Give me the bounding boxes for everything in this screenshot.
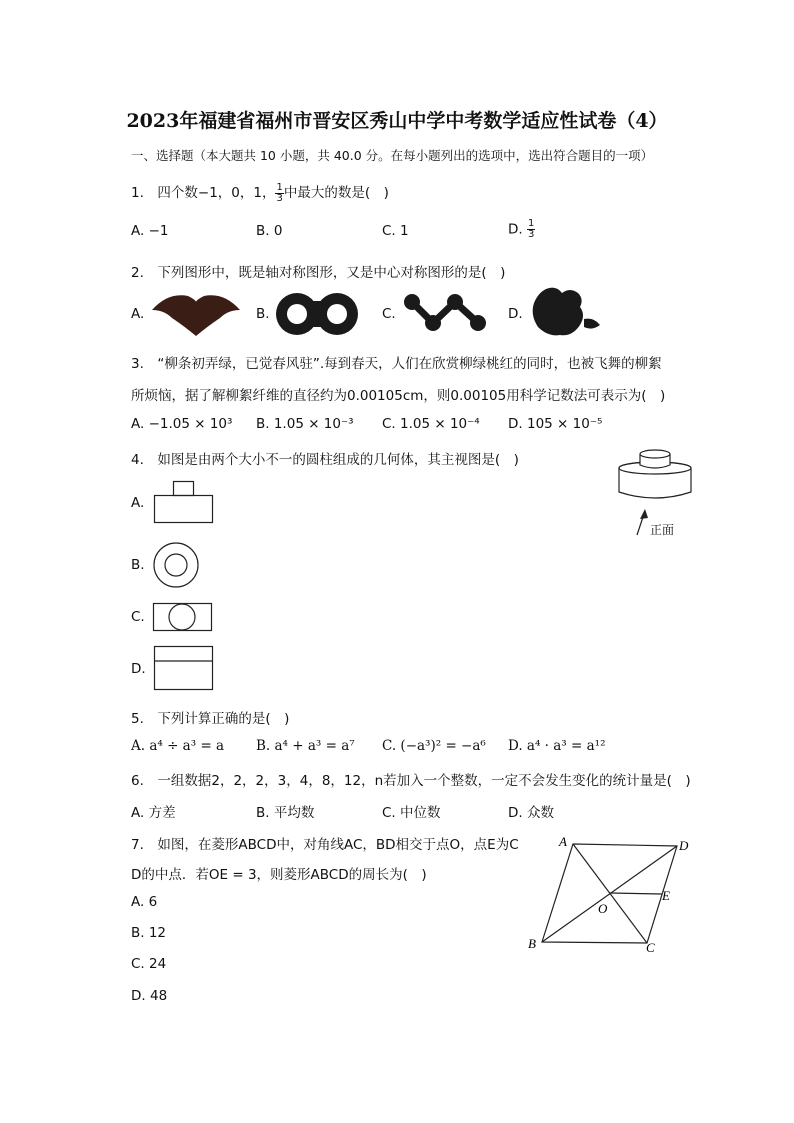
q2-option-d: D. (508, 306, 523, 322)
q2-option-c: C. (382, 306, 396, 322)
q1-option-d (508, 219, 535, 240)
question-6: 6. 一组数据2，2，2，3，4，8，12，n若加入一个整数，一定不会发生变化的统计量是( ) (131, 773, 691, 789)
q4-option-b: B. (131, 557, 145, 573)
question-3-line-1: 3. “柳条初弄绿，已觉春风驻”.每到春天，人们在欣赏柳绿桃红的同时，也被飞舞的柳絮 (131, 356, 662, 372)
q7-option-b: B. 12 (131, 925, 167, 941)
vertex-a-label: A (559, 834, 567, 849)
q5-option-d: D. a⁴ · a³ = a¹² (508, 738, 606, 754)
point-o-label: O (598, 901, 608, 916)
section-heading: 一、选择题（本大题共 10 小题，共 40.0 分。在每小题列出的选项中，选出符合题目的一项） (131, 148, 654, 163)
q5-option-b: B. a⁴ + a³ = a⁷ (256, 738, 355, 754)
q1-frac-num: 1 (276, 181, 283, 193)
q7-option-c: C. 24 (131, 956, 167, 972)
q4-b-figure (153, 542, 201, 590)
infinity-shape-figure (275, 289, 360, 339)
q7-option-a: A. 6 (131, 894, 158, 910)
q3-option-b: B. 1.05 × 10⁻³ (256, 416, 354, 432)
question-1 (131, 181, 389, 204)
vertex-d-label: D (679, 838, 689, 853)
rhombus-figure (525, 832, 705, 956)
q4-c-figure (153, 603, 213, 632)
question-3-line-2: 所烦恼，据了解柳絮纤维的直径约为0.00105cm，则0.00105用科学记数法可表示为( ) (131, 388, 666, 404)
q1-option-d-fraction (527, 219, 535, 240)
page-title: 2023年福建省福州市晋安区秀山中学中考数学适应性试卷（4） (126, 110, 668, 132)
q6-option-b: B. 平均数 (256, 805, 315, 821)
apple-logo-figure (528, 285, 608, 340)
q4-option-d: D. (131, 661, 146, 677)
question-5: 5. 下列计算正确的是( ) (131, 711, 290, 727)
front-view-label: 正面 (650, 523, 675, 537)
point-e-label: E (662, 888, 670, 903)
question-4: 4. 如图是由两个大小不一的圆柱组成的几何体，其主视图是( ) (131, 452, 519, 468)
q1-stem: 1. 四个数−1，0，1， (131, 185, 276, 201)
q1-fraction (275, 183, 283, 204)
bat-shape-figure (148, 290, 243, 338)
q5-option-a: A. a⁴ ÷ a³ = a (131, 738, 225, 754)
q1-option-b: B. 0 (256, 223, 283, 239)
q1-stem-tail: 中最大的数是( ) (283, 185, 389, 201)
q1-option-a: A. −1 (131, 223, 169, 239)
q4-d-figure (154, 646, 214, 692)
q6-option-a: A. 方差 (131, 805, 176, 821)
q3-option-d: D. 105 × 10⁻⁵ (508, 416, 603, 432)
zigzag-chain-figure (400, 290, 490, 336)
q3-option-a: A. −1.05 × 10³ (131, 416, 233, 432)
q6-option-c: C. 中位数 (382, 805, 441, 821)
question-7-line-2: D的中点．若OE = 3，则菱形ABCD的周长为( ) (131, 867, 427, 883)
vertex-b-label: B (528, 936, 536, 951)
q2-option-a: A. (131, 306, 145, 322)
question-7-line-1: 7. 如图，在菱形ABCD中，对角线AC，BD相交于点O，点E为C (131, 837, 519, 853)
q4-option-a: A. (131, 495, 145, 511)
q2-option-b: B. (256, 306, 270, 322)
q4-a-figure (154, 480, 214, 524)
q3-option-c: C. 1.05 × 10⁻⁴ (382, 416, 480, 432)
q5-option-c: C. (−a³)² = −a⁶ (382, 738, 486, 754)
q1-frac-den: 3 (276, 192, 283, 204)
q7-option-d: D. 48 (131, 988, 168, 1004)
q1-d-frac-den: 3 (527, 229, 535, 240)
vertex-c-label: C (646, 940, 655, 955)
q1-option-d-label: D. (508, 221, 523, 238)
q4-option-c: C. (131, 609, 145, 625)
q6-option-d: D. 众数 (508, 805, 554, 821)
q1-d-frac-num: 1 (527, 218, 535, 229)
question-2: 2. 下列图形中，既是轴对称图形，又是中心对称图形的是( ) (131, 265, 506, 281)
q1-option-c: C. 1 (382, 223, 409, 239)
